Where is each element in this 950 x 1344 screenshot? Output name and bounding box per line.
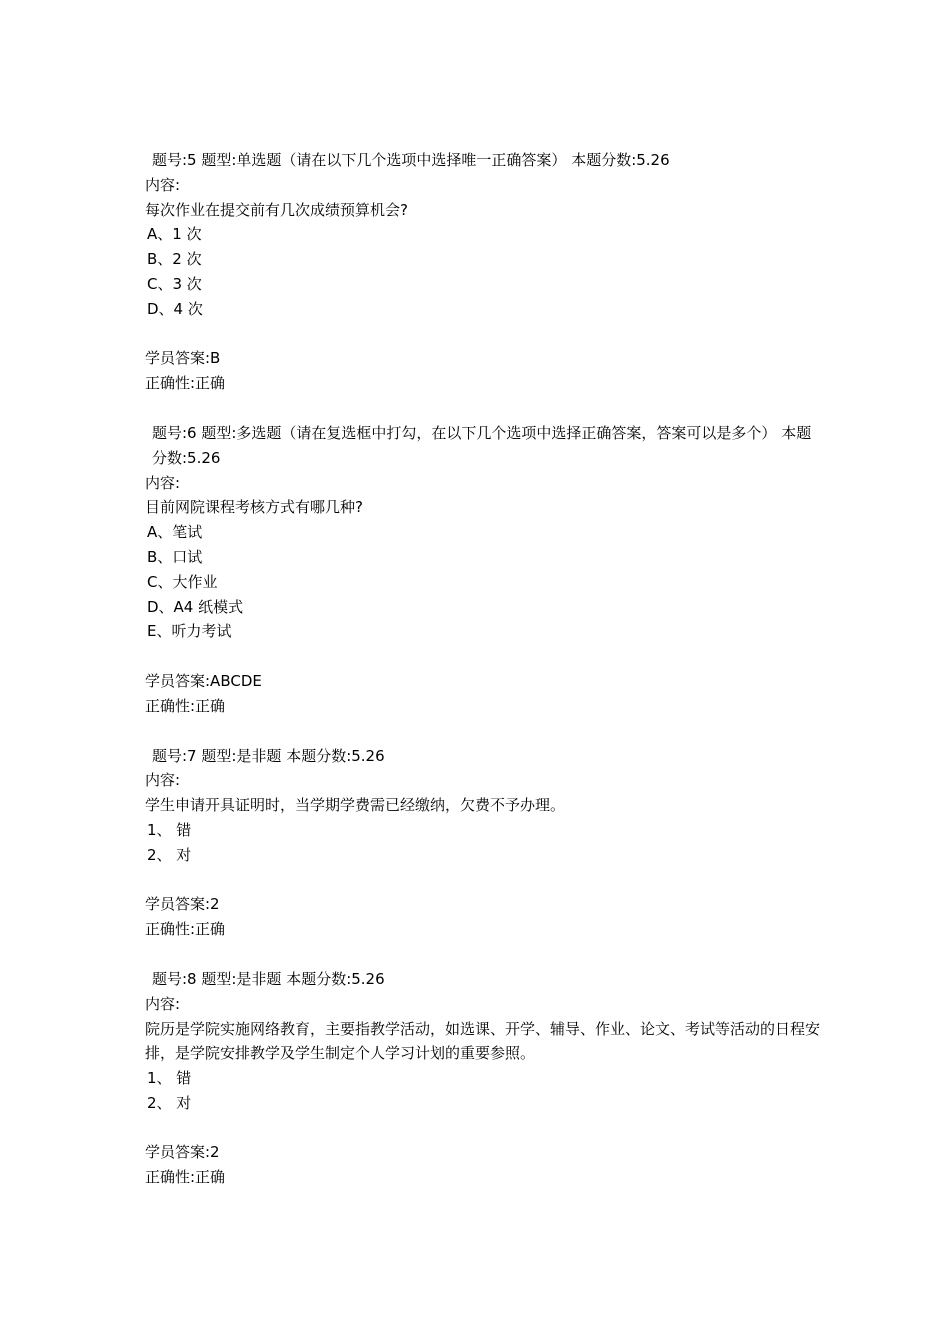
blank-line (145, 719, 825, 744)
question-header: 题号:8 题型:是非题 本题分数:5.26 (152, 969, 385, 988)
correctness: 正确性:正确 (145, 920, 226, 939)
question-content: 目前网院课程考核方式有哪几种? (145, 498, 363, 517)
content-label: 内容: (145, 771, 181, 790)
question-block (145, 148, 825, 421)
question-header: 题号:5 题型:单选题（请在以下几个选项中选择唯一正确答案） 本题分数:5.26 (152, 151, 670, 169)
blank-line (145, 868, 825, 893)
correctness: 正确性:正确 (145, 696, 226, 715)
option-a: A、笔试 (147, 523, 203, 542)
blank-line (145, 396, 825, 421)
correctness: 正确性:正确 (145, 374, 226, 393)
student-answer: 学员答案:B (145, 349, 221, 368)
blank-line (145, 322, 825, 347)
option-2: 2、 对 (147, 1093, 192, 1112)
question-block (145, 421, 825, 744)
option-a: A、1 次 (147, 225, 202, 244)
content-label: 内容: (145, 473, 181, 492)
document-page (145, 148, 825, 1190)
option-2: 2、 对 (147, 845, 192, 864)
option-b: B、2 次 (147, 250, 202, 269)
option-d: D、4 次 (147, 299, 203, 318)
blank-line (145, 644, 825, 669)
student-answer: 学员答案:ABCDE (145, 671, 262, 690)
option-c: C、3 次 (147, 274, 202, 293)
student-answer: 学员答案:2 (145, 1143, 220, 1162)
blank-line (145, 942, 825, 967)
blank-line (145, 1116, 825, 1141)
option-1: 1、 错 (147, 820, 192, 839)
option-e: E、听力考试 (147, 622, 232, 641)
question-content: 每次作业在提交前有几次成绩预算机会? (145, 200, 408, 219)
option-1: 1、 错 (147, 1069, 192, 1088)
option-b: B、口试 (147, 547, 203, 566)
question-header: 题号:7 题型:是非题 本题分数:5.26 (152, 746, 385, 765)
content-label: 内容: (145, 994, 181, 1013)
question-header: 题号:6 题型:多选题（请在复选框中打勾，在以下几个选项中选择正确答案，答案可以是多个） 本题分数:5.26 (152, 423, 812, 467)
content-label: 内容: (145, 175, 181, 194)
student-answer: 学员答案:2 (145, 895, 220, 914)
question-content: 院历是学院实施网络教育，主要指教学活动，如选课、开学、辅导、作业、论文、考试等活动的日程安排，是学院安排教学及学生制定个人学习计划的重要参照。 (145, 1019, 821, 1063)
question-block (145, 967, 825, 1190)
option-d: D、A4 纸模式 (147, 597, 244, 616)
option-c: C、大作业 (147, 572, 218, 591)
question-block (145, 744, 825, 967)
correctness: 正确性:正确 (145, 1168, 226, 1187)
question-content: 学生申请开具证明时，当学期学费需已经缴纳，欠费不予办理。 (145, 796, 566, 815)
